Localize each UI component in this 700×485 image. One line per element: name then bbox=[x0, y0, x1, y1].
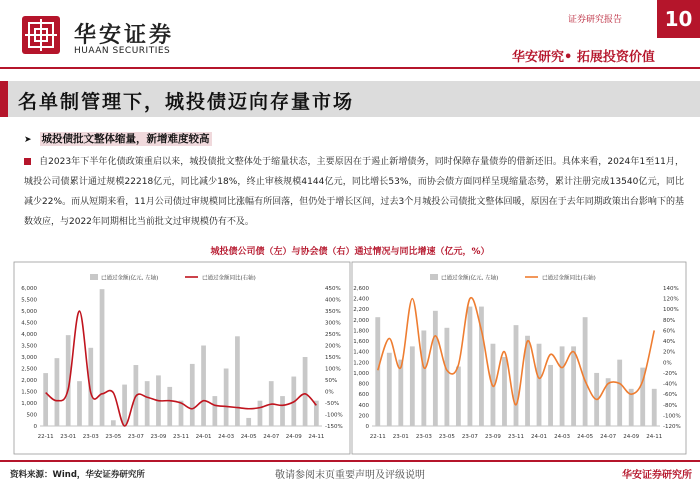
bar bbox=[258, 401, 263, 426]
bar bbox=[652, 389, 657, 426]
x-tick-label: 23-11 bbox=[508, 434, 524, 440]
y-left-tick-label: 3,000 bbox=[21, 355, 37, 361]
x-tick-label: 24-01 bbox=[195, 434, 212, 440]
x-tick-label: 24-11 bbox=[308, 434, 325, 440]
y-left-tick-label: 6,000 bbox=[21, 286, 37, 292]
y-right-tick-label: -150% bbox=[325, 424, 343, 430]
x-tick-label: 23-09 bbox=[150, 434, 167, 440]
x-tick-label: 23-09 bbox=[484, 434, 501, 440]
y-left-tick-label: 200 bbox=[358, 413, 369, 420]
bar bbox=[410, 346, 415, 426]
section-subheading bbox=[24, 131, 212, 146]
x-tick-label: 24-09 bbox=[623, 434, 640, 440]
x-tick-label: 23-07 bbox=[461, 434, 478, 440]
y-right-tick-label: -120% bbox=[663, 424, 681, 430]
y-left-tick-label: 1,000 bbox=[353, 370, 369, 377]
report-header bbox=[0, 0, 700, 68]
y-right-tick-label: -40% bbox=[663, 381, 678, 388]
y-right-tick-label: -60% bbox=[663, 392, 678, 399]
y-left-tick-label: 2,600 bbox=[353, 286, 369, 292]
y-left-tick-label: 1,400 bbox=[353, 349, 369, 356]
bar bbox=[224, 369, 229, 427]
bar bbox=[468, 307, 473, 426]
y-right-tick-label: 0% bbox=[325, 389, 334, 396]
y-right-tick-label: 80% bbox=[663, 317, 676, 324]
legend-bar-label: 已通过金额(亿元, 左轴) bbox=[441, 275, 499, 282]
x-tick-label: 24-07 bbox=[600, 434, 617, 440]
y-left-tick-label: 1,800 bbox=[353, 328, 369, 335]
header-slogan: 华安研究• 拓展投资价值 bbox=[512, 50, 655, 65]
x-tick-label: 23-07 bbox=[127, 434, 144, 440]
y-left-tick-label: 2,200 bbox=[353, 307, 369, 314]
bar bbox=[444, 328, 449, 426]
y-right-tick-label: 200% bbox=[325, 343, 341, 350]
section-title: 名单制管理下，城投债迈向存量市场 bbox=[18, 91, 355, 113]
y-left-tick-label: 0 bbox=[33, 424, 37, 430]
bar bbox=[212, 396, 217, 426]
bar bbox=[77, 381, 82, 426]
y-right-tick-label: 300% bbox=[325, 320, 341, 327]
y-left-tick-label: 1,000 bbox=[21, 401, 37, 407]
y-left-tick-label: 500 bbox=[26, 412, 37, 419]
x-tick-label: 24-05 bbox=[577, 434, 594, 440]
section-title-bar bbox=[0, 81, 700, 117]
brand-name-en: HUAAN SECURITIES bbox=[74, 46, 171, 56]
bar bbox=[111, 420, 116, 426]
bar bbox=[537, 344, 542, 426]
legend-bar-swatch bbox=[430, 274, 438, 280]
x-tick-label: 22-11 bbox=[369, 434, 386, 440]
y-left-tick-label: 1,200 bbox=[353, 360, 369, 367]
y-left-tick-label: 1,500 bbox=[21, 389, 37, 396]
y-left-tick-label: 400 bbox=[358, 402, 369, 409]
y-left-tick-label: 2,500 bbox=[21, 366, 37, 373]
y-left-tick-label: 4,500 bbox=[21, 320, 37, 327]
page-number: 10 bbox=[657, 0, 700, 38]
x-tick-label: 23-11 bbox=[173, 434, 189, 440]
source-note: 资料来源：Wind，华安证券研究所 bbox=[10, 470, 145, 480]
bar bbox=[43, 373, 48, 426]
y-left-tick-label: 800 bbox=[358, 381, 369, 388]
triangle-bullet-icon: ➤ bbox=[24, 135, 32, 145]
body-paragraph bbox=[24, 152, 684, 232]
bar bbox=[246, 418, 251, 426]
y-right-tick-label: 140% bbox=[663, 286, 679, 292]
y-right-tick-label: 40% bbox=[663, 339, 676, 346]
y-right-tick-label: 150% bbox=[325, 355, 341, 361]
bar bbox=[55, 358, 60, 426]
bar bbox=[167, 387, 172, 426]
subheading-text: 城投债批文整体缩量，新增难度较高 bbox=[41, 133, 210, 145]
report-type-label: 证券研究报告 bbox=[568, 15, 623, 25]
y-right-tick-label: 350% bbox=[325, 309, 341, 315]
x-tick-label: 23-05 bbox=[105, 434, 122, 440]
x-tick-label: 24-03 bbox=[554, 434, 571, 440]
y-left-tick-label: 3,500 bbox=[21, 343, 37, 350]
bar bbox=[617, 360, 622, 426]
bar bbox=[456, 367, 461, 426]
legend-line-label: 已通过金额同比(右轴) bbox=[202, 275, 256, 282]
figure-title: 城投债公司债（左）与协会债（右）通过情况与同比增速（亿元，%） bbox=[210, 247, 490, 257]
bar bbox=[375, 317, 380, 426]
y-right-tick-label: -80% bbox=[663, 402, 678, 409]
bar bbox=[398, 360, 403, 426]
y-right-tick-label: 100% bbox=[325, 366, 341, 373]
x-tick-label: 23-03 bbox=[82, 434, 99, 440]
y-left-tick-label: 2,000 bbox=[353, 317, 369, 324]
title-accent-bar bbox=[0, 81, 8, 117]
bar bbox=[421, 330, 426, 426]
x-tick-label: 23-01 bbox=[392, 434, 409, 440]
bar bbox=[502, 357, 507, 426]
y-left-tick-label: 0 bbox=[365, 424, 369, 430]
x-tick-label: 24-05 bbox=[240, 434, 257, 440]
y-right-tick-label: 50% bbox=[325, 378, 338, 384]
x-tick-label: 24-07 bbox=[263, 434, 280, 440]
y-left-tick-label: 600 bbox=[358, 392, 369, 399]
bar bbox=[433, 311, 438, 426]
y-left-tick-label: 1,600 bbox=[353, 339, 369, 346]
legend-line-label: 已通过金额同比(右轴) bbox=[542, 275, 596, 282]
x-tick-label: 24-03 bbox=[218, 434, 235, 440]
bar bbox=[303, 357, 308, 426]
x-tick-label: 22-11 bbox=[37, 434, 54, 440]
y-left-tick-label: 5,500 bbox=[21, 297, 37, 304]
huaan-logo-icon bbox=[22, 16, 60, 54]
legend-bar-label: 已通过金额(亿元, 左轴) bbox=[101, 275, 159, 282]
footer-brand: 华安证券研究所 bbox=[622, 470, 692, 481]
bar bbox=[235, 336, 240, 426]
footer-disclaimer: 敬请参阅末页重要声明及评级说明 bbox=[275, 470, 425, 481]
bar bbox=[387, 353, 392, 426]
x-tick-label: 24-09 bbox=[285, 434, 302, 440]
bar bbox=[100, 289, 105, 426]
bar bbox=[571, 346, 576, 426]
x-tick-label: 24-11 bbox=[646, 434, 663, 440]
y-right-tick-label: 400% bbox=[325, 297, 341, 304]
y-left-tick-label: 4,000 bbox=[21, 332, 37, 338]
charts-area bbox=[0, 260, 700, 460]
bar bbox=[583, 317, 588, 426]
y-right-tick-label: 450% bbox=[325, 286, 341, 292]
x-tick-label: 24-01 bbox=[531, 434, 548, 440]
bar bbox=[280, 396, 285, 426]
bar bbox=[560, 346, 565, 426]
x-tick-label: 23-01 bbox=[60, 434, 77, 440]
y-right-tick-label: -100% bbox=[325, 412, 343, 419]
paragraph-text: 自2023年下半年化债政策重启以来，城投债批文整体处于缩量状态，主要原因在于遏止新增债务，同时保障存量债券的借新还旧。具体来看，2024年1至11月，城投公司债累计通过规模22218亿元，同比减少18%，终止审核规模4144亿元，同比增长53%，而协会债方面同样呈现缩量态势，累计注册完成13540亿元，同比减少22%。而从短期来看，11月公司债过审规模同比涨幅有所回落，但仍处于增长区间，过去3个月城投公司债批文整体回暖，原因在于去年同期政策出台影响下的基数效应，与2022年同期相比当前批文过审规模仍有不及。 bbox=[24, 157, 684, 227]
bar bbox=[548, 365, 553, 426]
y-right-tick-label: 250% bbox=[325, 332, 341, 338]
bar bbox=[145, 381, 150, 426]
bar bbox=[514, 325, 519, 426]
y-right-tick-label: 60% bbox=[663, 328, 676, 335]
y-right-tick-label: 100% bbox=[663, 307, 679, 314]
bar bbox=[122, 385, 127, 426]
x-tick-label: 23-03 bbox=[415, 434, 432, 440]
y-left-tick-label: 2,400 bbox=[353, 296, 369, 303]
y-right-tick-label: 120% bbox=[663, 296, 679, 303]
brand-name-cn: 华安证券 bbox=[74, 22, 175, 48]
header-divider bbox=[0, 67, 700, 69]
y-left-tick-label: 5,000 bbox=[21, 309, 37, 315]
x-tick-label: 23-05 bbox=[438, 434, 455, 440]
bar bbox=[201, 346, 206, 427]
y-right-tick-label: -100% bbox=[663, 413, 681, 420]
y-right-tick-label: -20% bbox=[663, 370, 678, 377]
y-left-tick-label: 2,000 bbox=[21, 378, 37, 384]
y-right-tick-label: 0% bbox=[663, 360, 672, 367]
footer-divider bbox=[0, 460, 700, 462]
y-right-tick-label: 20% bbox=[663, 349, 676, 356]
bar bbox=[190, 364, 195, 426]
y-right-tick-label: -50% bbox=[325, 401, 340, 407]
square-bullet-icon bbox=[24, 158, 31, 165]
legend-bar-swatch bbox=[90, 274, 98, 280]
